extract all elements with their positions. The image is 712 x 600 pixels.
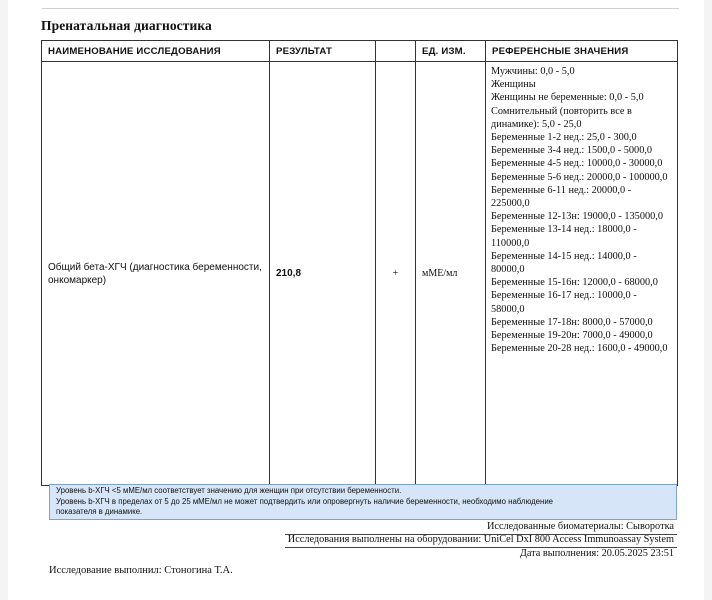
note-line: Уровень b-ХГЧ <5 мМЕ/мл соответствует значению для женщин при отсутствии беременности. xyxy=(56,486,402,495)
reference-value: Мужчины: 0,0 - 5,0 xyxy=(491,66,575,77)
performed-by: Исследование выполнил: Стоногина Т.А. xyxy=(49,565,233,576)
results-table xyxy=(41,40,678,486)
reference-value: Беременные 4-5 нед.: 10000,0 - 30000,0 xyxy=(491,158,663,170)
reference-value: Беременные 17-18н: 8000,0 - 57000,0 xyxy=(491,316,653,328)
reference-value: Беременные 14-15 нед.: 14000,0 - 80000,0 xyxy=(491,250,637,276)
header-unit: ЕД. ИЗМ. xyxy=(416,41,486,62)
reference-value: Беременные 19-20н: 7000,0 - 49000,0 xyxy=(491,330,653,342)
header-reference: РЕФЕРЕНСНЫЕ ЗНАЧЕНИЯ xyxy=(486,41,678,62)
test-name: Общий бета-ХГЧ (диагностика беременности, онкомаркер) xyxy=(42,62,270,486)
reference-value: Сомнительный (повторить все в динамике): 5,0 - 25,0 xyxy=(491,105,632,130)
reference-value: Женщины не беременные: 0,0 - 5,0 xyxy=(491,92,644,104)
completion-date: Дата выполнения: 20.05.2025 23:51 xyxy=(519,548,674,559)
reference-value: Беременные 13-14 нед.: 18000,0 - 110000,0 xyxy=(491,224,637,249)
reference-value: Беременные 3-4 нед.: 1500,0 - 5000,0 xyxy=(491,145,653,157)
equipment-info: Исследования выполнены на оборудовании: UniCel DxI 800 Access Immunoassay System xyxy=(287,534,674,545)
interpretation-note xyxy=(49,484,677,520)
table-row xyxy=(42,62,678,486)
reference-value: Беременные 20-28 нед.: 1600,0 - 49000,0 xyxy=(491,343,668,355)
reference-value: Беременные 12-13н: 19000,0 - 135000,0 xyxy=(491,211,663,223)
header-result: РЕЗУЛЬТАТ xyxy=(270,41,376,62)
top-divider xyxy=(42,8,679,9)
note-line: Уровень b-ХГЧ в пределах от 5 до 25 мМЕ/мл не может подтвердить или опровергнуть наличие беременности, необходимо наблюдение xyxy=(56,496,554,506)
reference-value: Беременные 5-6 нед.: 20000,0 - 100000,0 xyxy=(491,171,668,183)
reference-value: Беременные 1-2 нед.: 25,0 - 300,0 xyxy=(491,132,637,144)
reference-values-list xyxy=(491,65,672,485)
table-header-row xyxy=(42,41,678,62)
reference-cell xyxy=(486,62,678,486)
biomaterial-info: Исследованные биоматериалы: Сыворотка xyxy=(486,521,674,532)
section-title: Пренатальная диагностика xyxy=(41,18,212,33)
note-line: показателя в динамике. xyxy=(56,507,143,517)
reference-value: Беременные 6-11 нед.: 20000,0 - 225000,0 xyxy=(491,184,632,210)
result-flag: + xyxy=(376,62,416,486)
header-flag xyxy=(376,41,416,62)
test-unit: мМЕ/мл xyxy=(416,62,486,486)
reference-value: Женщины xyxy=(491,79,536,91)
reference-value: Беременные 15-16н: 12000,0 - 68000,0 xyxy=(491,277,658,289)
reference-value: Беременные 16-17 нед.: 10000,0 - 58000,0 xyxy=(491,290,637,315)
header-name: НАИМЕНОВАНИЕ ИССЛЕДОВАНИЯ xyxy=(42,41,270,62)
test-result: 210,8 xyxy=(270,62,376,486)
